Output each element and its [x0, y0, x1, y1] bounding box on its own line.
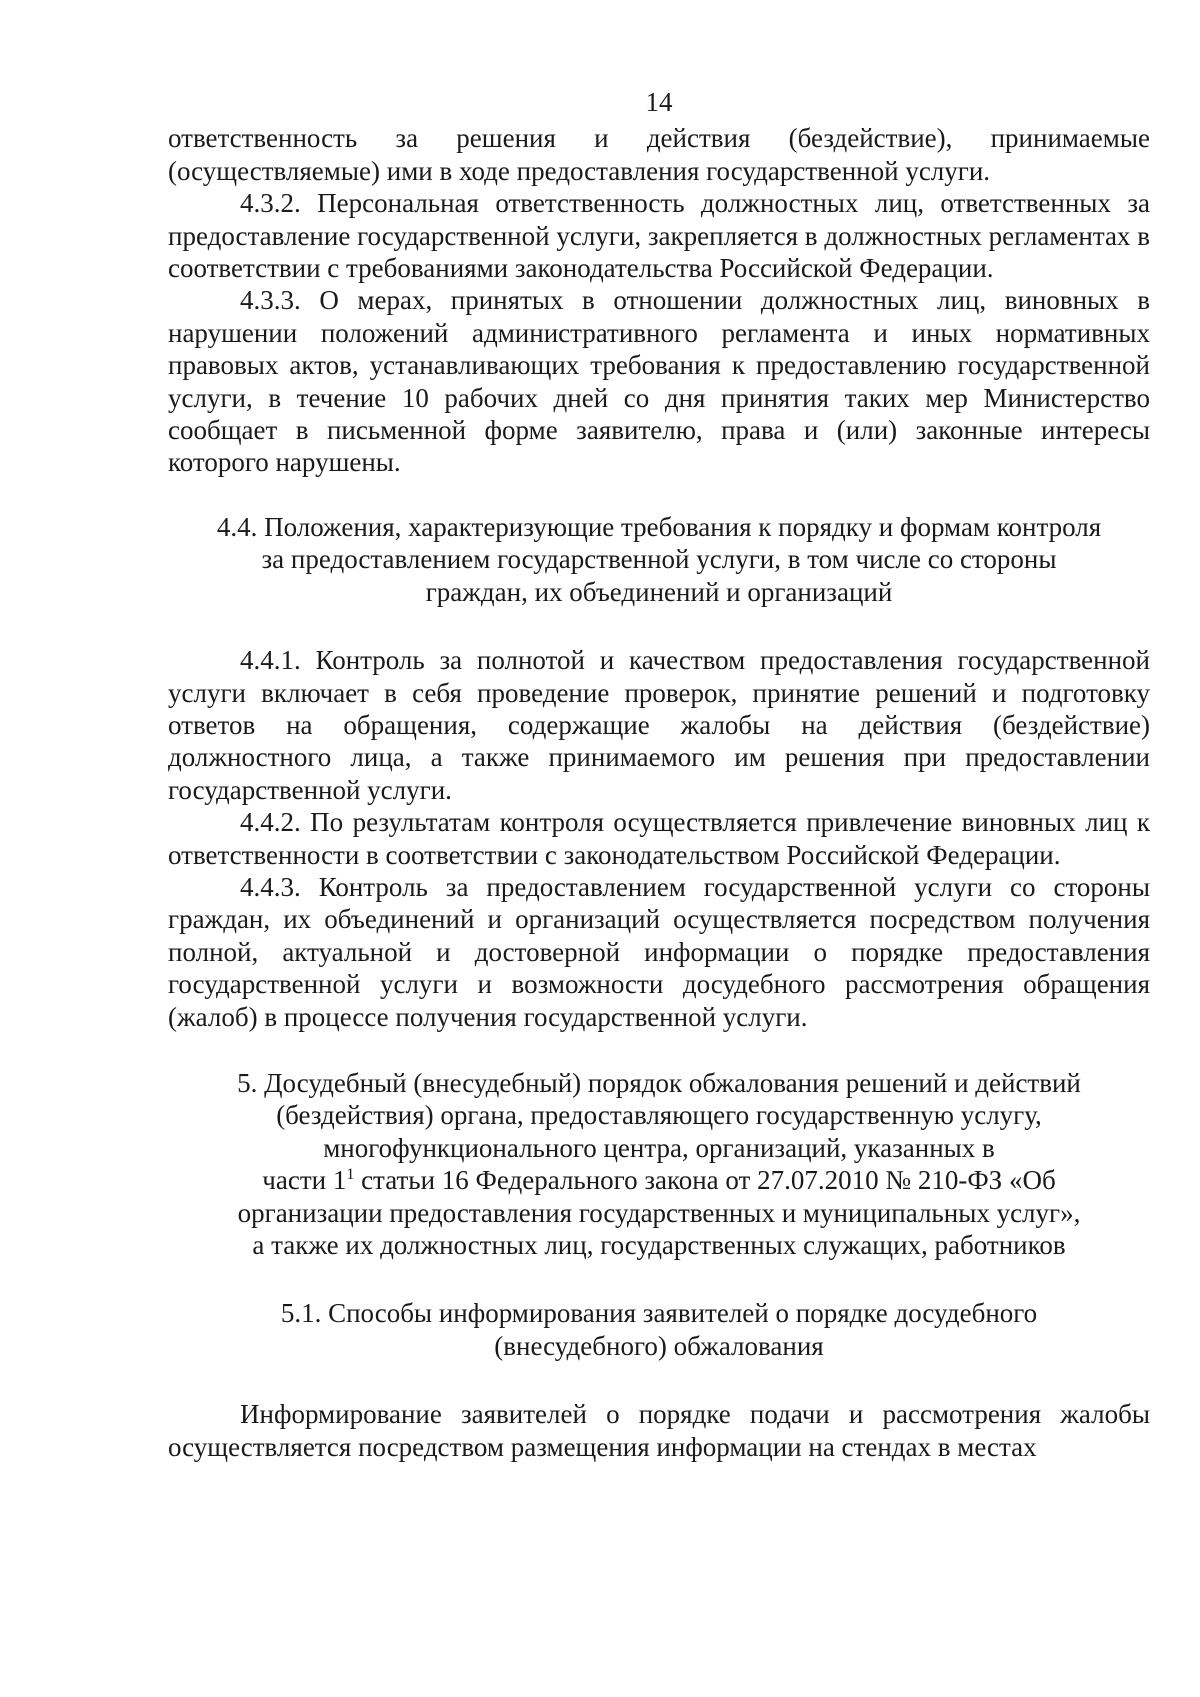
superscript: 1: [346, 1166, 355, 1184]
heading-line: (внесудебного) обжалования: [494, 1330, 824, 1361]
heading-text: статьи 16 Федерального закона от 27.07.2010 № 210-ФЗ «Об: [354, 1165, 1056, 1196]
paragraph-4-4-2: 4.4.2. По результатам контроля осуществляется привлечение виновных лиц к ответственности в соответствии с законодательством Российской Федерации.: [168, 807, 1150, 870]
heading-line: (бездействия) органа, предоставляющего государственную услугу,: [276, 1100, 1042, 1131]
section-heading-5-1: [168, 1297, 1150, 1362]
paragraph-4-3-3: 4.3.3. О мерах, принятых в отношении должностных лиц, виновных в нарушении положений административного регламента и иных нормативных правовых актов, устанавливающих требования к предоставлению государственной услуги, в течение 10 рабочих дней со дня принятия таких мер Министерство сообщает в письменной форме заявителю, права и (или) законные интересы которого нарушены.: [168, 285, 1150, 478]
paragraph-4-4-1: 4.4.1. Контроль за полнотой и качеством предоставления государственной услуги включает в себя проведение проверок, принятие решений и подготовку ответов на обращения, содержащие жалобы на действия (бездействие) должностного лица, а также принимаемого им решения при предоставлении государственной услуги.: [168, 645, 1150, 805]
heading-text: части 1: [262, 1165, 347, 1196]
paragraph-5-1-text: Информирование заявителей о порядке подачи и рассмотрения жалобы осуществляется посредством размещения информации на стендах в местах: [168, 1399, 1150, 1462]
page-number: 14: [645, 87, 673, 117]
paragraph-continuation: ответственность за решения и действия (бездействие), принимаемые (осуществляемые) ими в ходе предоставления государственной услуги.: [168, 123, 1150, 186]
heading-line: 4.4. Положения, характеризующие требования к порядку и формам контроля: [216, 511, 1102, 542]
heading-line: за предоставлением государственной услуги, в том числе со стороны: [261, 544, 1057, 575]
heading-line-with-superscript: [168, 1164, 1150, 1196]
heading-line: многофункционального центра, организаций, указанных в: [323, 1132, 995, 1163]
heading-line: граждан, их объединений и организаций: [425, 576, 893, 607]
heading-line: 5.1. Способы информирования заявителей о порядке досудебного: [280, 1298, 1038, 1329]
heading-line: 5. Досудебный (внесудебный) порядок обжалования решений и действий: [237, 1067, 1081, 1098]
paragraph-4-4-3: 4.4.3. Контроль за предоставлением государственной услуги со стороны граждан, их объединений и организаций осуществляется посредством получения полной, актуальной и достоверной информации о порядке предоставления государственной услуги и возможности досудебного рассмотрения обращения (жалоб) в процессе получения государственной услуги.: [168, 871, 1150, 1032]
section-heading-4-4: [168, 511, 1150, 608]
document-page: [168, 86, 1150, 1463]
paragraph-4-3-2: 4.3.2. Персональная ответственность должностных лиц, ответственных за предоставление государственной услуги, закрепляется в должностных регламентах в соответствии с требованиями законодательства Российской Федерации.: [168, 188, 1150, 284]
heading-line: а также их должностных лиц, государственных служащих, работников: [252, 1230, 1066, 1260]
heading-line: организации предоставления государственных и муниципальных услуг»,: [237, 1197, 1081, 1228]
section-heading-5: [168, 1067, 1150, 1261]
